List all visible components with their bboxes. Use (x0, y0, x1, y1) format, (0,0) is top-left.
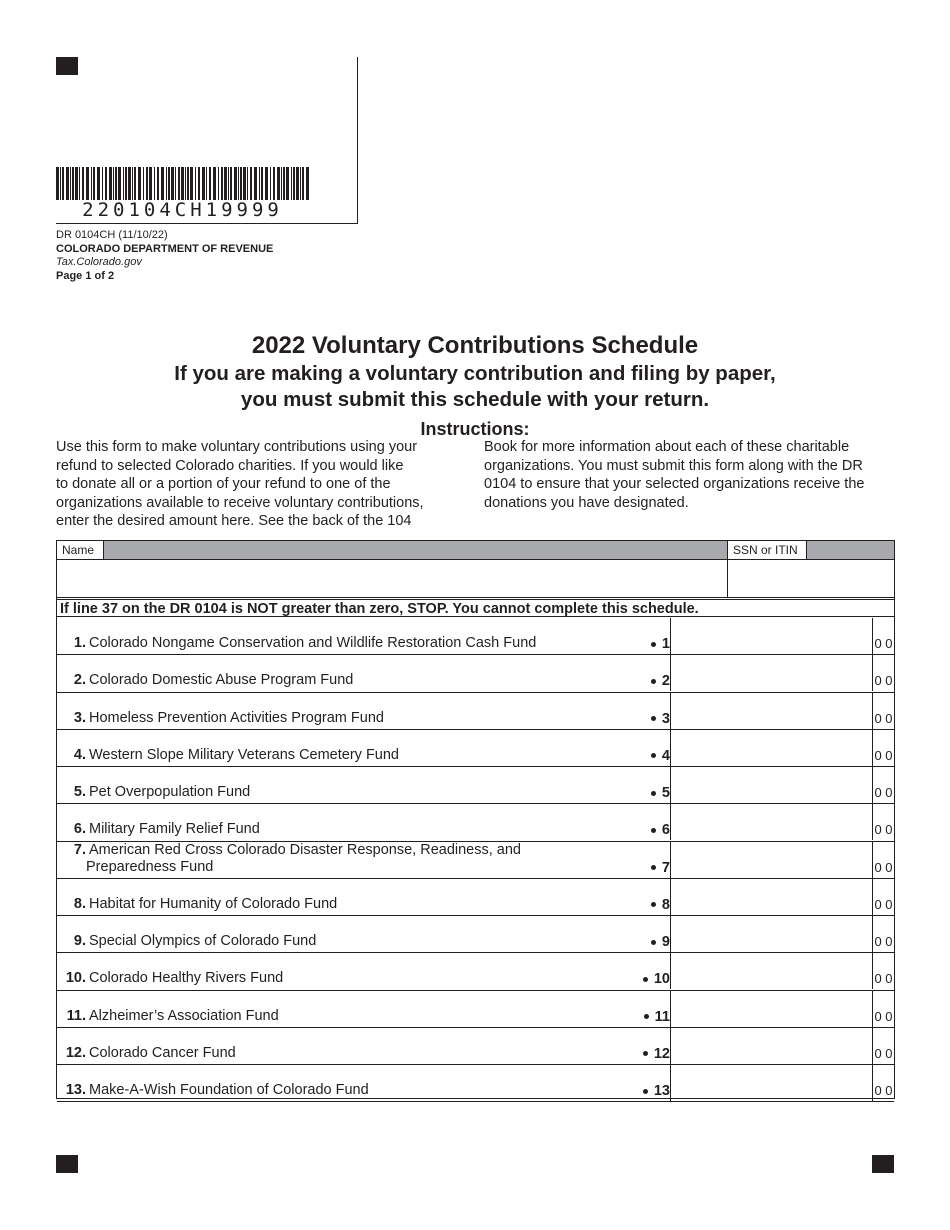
line-number: 8. (73, 895, 86, 912)
amount-input[interactable] (671, 1028, 871, 1064)
barcode-bar (187, 167, 189, 200)
barcode-bar (300, 167, 301, 200)
amount-input[interactable] (671, 730, 871, 766)
cents-field: 0 0 (872, 916, 894, 952)
barcode-bar (146, 167, 148, 200)
header-divider-vertical (357, 57, 358, 224)
barcode-bar (283, 167, 285, 200)
line-reference: 3 (635, 711, 670, 728)
barcode-bar (291, 167, 292, 200)
line-text-continued: Preparedness Fund (86, 858, 214, 875)
barcode-bar (115, 167, 117, 200)
barcode-bar (202, 167, 205, 200)
line-text: Pet Overpopulation Fund (89, 784, 251, 800)
line-reference: 9 (635, 934, 670, 951)
amount-input[interactable] (671, 916, 871, 952)
barcode-bar (190, 167, 193, 200)
line-number: 9. (73, 933, 86, 949)
line-reference: 8 (635, 897, 670, 914)
barcode-bar (230, 167, 232, 200)
contribution-line-13 (57, 1065, 894, 1102)
line-number: 10. (65, 970, 86, 987)
line-number: 7. (73, 841, 86, 858)
barcode-bar (157, 167, 159, 200)
barcode-bar (238, 167, 239, 200)
line-text: Colorado Healthy Rivers Fund (89, 970, 284, 987)
barcode-bar (254, 167, 257, 200)
line-reference: 5 (635, 785, 670, 802)
instructions-left-line: enter the desired amount here. See the back of the 104 (56, 513, 412, 529)
barcode-bar (79, 167, 80, 200)
line-number: 11. (66, 1007, 86, 1024)
barcode-bar (296, 167, 299, 200)
contribution-line-12 (57, 1028, 894, 1065)
registration-mark-bottom-left (56, 1155, 78, 1173)
page-number: Page 1 of 2 (56, 269, 115, 282)
barcode-bar (109, 167, 112, 200)
barcode-number: 220104CH19999 (82, 199, 283, 221)
contribution-line-2 (57, 655, 894, 692)
barcode-bar (134, 167, 136, 200)
contribution-line-10 (57, 953, 894, 990)
line-label (57, 1045, 236, 1062)
barcode-bar (178, 167, 180, 200)
bullet-icon (651, 902, 656, 907)
barcode-bar (240, 167, 242, 200)
line-label (57, 970, 283, 987)
bullet-icon (643, 1051, 648, 1056)
barcode-bar (234, 167, 237, 200)
contribution-line-5 (57, 767, 894, 804)
contribution-line-1 (57, 618, 894, 655)
barcode-bar (166, 167, 167, 200)
line-reference: 10 (635, 971, 670, 988)
barcode-bar (60, 167, 61, 200)
instructions-left-line: Use this form to make voluntary contributions using your (56, 439, 418, 455)
barcode-bar (286, 167, 289, 200)
amount-input[interactable] (671, 618, 871, 654)
bullet-icon (651, 716, 656, 721)
barcode-bar (218, 167, 219, 200)
line-text: Military Family Relief Fund (89, 821, 260, 838)
line-label (57, 710, 384, 727)
barcode-bar (118, 167, 121, 200)
contribution-line-11 (57, 991, 894, 1028)
instructions-right-line: donations you have designated. (484, 494, 689, 511)
instructions-left-line: to donate all or a portion of your refund to one of the (56, 476, 391, 492)
line-label (57, 1082, 369, 1099)
barcode-bar (259, 167, 260, 200)
contribution-line-7 (57, 842, 894, 879)
barcode-bar (221, 167, 223, 200)
page-subtitle (0, 361, 950, 413)
barcode-bar (128, 167, 131, 200)
cents-field: 0 0 (872, 693, 894, 729)
line-text: Colorado Nongame Conservation and Wildlife Restoration Cash Fund (89, 635, 537, 651)
barcode-bar (161, 167, 164, 200)
instructions-left-column (56, 438, 456, 531)
bullet-icon (651, 791, 656, 796)
line-reference: 7 (635, 860, 670, 877)
barcode-bar (228, 167, 229, 200)
cents-field: 0 0 (872, 842, 894, 878)
barcode-bar (123, 167, 124, 200)
barcode-bar (293, 167, 295, 200)
bullet-icon (643, 1089, 648, 1094)
barcode-bar (154, 167, 155, 200)
form-meta (56, 229, 273, 283)
instructions-right-column (484, 438, 894, 512)
cents-field: 0 0 (872, 618, 894, 654)
instructions-right-line: Book for more information about each of these charitable (484, 439, 850, 455)
amount-input[interactable] (671, 991, 871, 1027)
barcode-bar (70, 167, 71, 200)
contribution-form (56, 540, 895, 1099)
line-text: Make-A-Wish Foundation of Colorado Fund (89, 1082, 369, 1098)
barcode-bar (102, 167, 103, 200)
barcode-bar (306, 167, 309, 200)
cents-field: 0 0 (872, 953, 894, 989)
line-reference: 2 (635, 673, 670, 690)
contribution-line-9 (57, 916, 894, 953)
bullet-icon (651, 753, 656, 758)
barcode-bar (265, 167, 268, 200)
cents-field: 0 0 (872, 730, 894, 766)
cents-field: 0 0 (872, 655, 894, 691)
cents-field: 0 0 (872, 1028, 894, 1064)
line-text: Special Olympics of Colorado Fund (89, 933, 317, 949)
barcode-bar (195, 167, 196, 200)
barcode-bar (277, 167, 280, 200)
bullet-icon (651, 642, 656, 647)
barcode-bar (209, 167, 211, 200)
barcode (56, 167, 309, 200)
line-label (57, 933, 316, 950)
barcode-bar (72, 167, 74, 200)
line-label (57, 635, 536, 652)
barcode-bar (250, 167, 252, 200)
line-number: 4. (73, 746, 86, 763)
barcode-bar (56, 167, 59, 200)
line-reference: 12 (635, 1046, 670, 1063)
line-text: Homeless Prevention Activities Program Fund (89, 709, 384, 726)
ssn-label: SSN or ITIN (727, 541, 807, 559)
line-number: 6. (73, 821, 86, 838)
amount-input[interactable] (671, 693, 871, 729)
bullet-icon (651, 940, 656, 945)
amount-input[interactable] (671, 842, 871, 878)
line-label (57, 842, 521, 876)
barcode-bar (247, 167, 248, 200)
instructions-heading: Instructions: (420, 419, 530, 439)
bullet-icon (651, 679, 656, 684)
barcode-bar (273, 167, 275, 200)
website: Tax.Colorado.gov (56, 256, 142, 268)
barcode-bar (86, 167, 89, 200)
line-text: Colorado Cancer Fund (89, 1044, 236, 1061)
line-text: Western Slope Military Veterans Cemetery Fund (89, 746, 400, 763)
line-text: Colorado Domestic Abuse Program Fund (89, 672, 354, 689)
amount-input[interactable] (671, 879, 871, 915)
contribution-line-4 (57, 730, 894, 767)
amount-input[interactable] (671, 953, 871, 989)
amount-input[interactable] (671, 804, 871, 840)
barcode-bar (224, 167, 227, 200)
barcode-bar (198, 167, 200, 200)
contribution-line-6 (57, 804, 894, 841)
line-reference: 1 (635, 636, 670, 653)
registration-mark-bottom-right (872, 1155, 894, 1173)
line-reference: 11 (635, 1009, 670, 1026)
registration-mark-top-left (56, 57, 78, 75)
barcode-bar (206, 167, 207, 200)
line-number: 5. (73, 784, 86, 800)
subtitle-line-1: If you are making a voluntary contribution and filing by paper, (174, 362, 776, 385)
cents-field: 0 0 (872, 767, 894, 803)
barcode-bar (281, 167, 282, 200)
barcode-bar (171, 167, 174, 200)
ssn-input-divider (727, 560, 728, 597)
barcode-bar (75, 167, 78, 200)
line-label (57, 747, 399, 764)
bullet-icon (651, 865, 656, 870)
line-reference: 4 (635, 748, 670, 765)
barcode-bar (113, 167, 114, 200)
amount-input[interactable] (671, 767, 871, 803)
barcode-bar (168, 167, 170, 200)
barcode-bar (93, 167, 95, 200)
cents-field: 0 0 (872, 804, 894, 840)
line-label (57, 784, 250, 801)
instructions-left-line: organizations available to receive voluntary contributions, (56, 494, 424, 511)
barcode-bar (132, 167, 133, 200)
bullet-icon (644, 1014, 649, 1019)
instructions-left-line: refund to selected Colorado charities. If you would like (56, 457, 404, 474)
barcode-bar (149, 167, 152, 200)
line-text: American Red Cross Colorado Disaster Response, Readiness, and (89, 841, 521, 858)
header-divider-horizontal (56, 223, 358, 224)
line-reference: 13 (635, 1083, 670, 1100)
instructions-right-line: organizations. You must submit this form along with the DR (484, 457, 863, 474)
line-text: Habitat for Humanity of Colorado Fund (89, 895, 338, 912)
barcode-bar (261, 167, 263, 200)
line-label (57, 896, 337, 913)
barcode-bar (181, 167, 184, 200)
barcode-bar (82, 167, 84, 200)
line-label (57, 821, 260, 838)
line-text: Alzheimer’s Association Fund (89, 1007, 279, 1024)
instructions-right-line: 0104 to ensure that your selected organizations receive the (484, 476, 865, 492)
bullet-icon (651, 828, 656, 833)
name-label: Name (57, 541, 104, 559)
barcode-bar (143, 167, 144, 200)
page-title: 2022 Voluntary Contributions Schedule (251, 332, 699, 359)
cents-field: 0 0 (872, 991, 894, 1027)
barcode-bar (91, 167, 92, 200)
contribution-line-8 (57, 879, 894, 916)
line-number: 13. (65, 1082, 86, 1098)
barcode-bar (175, 167, 176, 200)
barcode-bar (138, 167, 141, 200)
line-reference: 6 (635, 822, 670, 839)
barcode-bar (125, 167, 127, 200)
barcode-bar (62, 167, 64, 200)
line-number: 12. (65, 1044, 86, 1061)
barcode-bar (243, 167, 246, 200)
barcode-bar (213, 167, 216, 200)
contribution-line-3 (57, 693, 894, 730)
amount-input[interactable] (671, 655, 871, 691)
amount-input[interactable] (671, 1065, 871, 1101)
form-id: DR 0104CH (11/10/22) (56, 229, 168, 241)
line-number: 1. (73, 635, 86, 651)
barcode-bar (97, 167, 100, 200)
cents-field: 0 0 (872, 879, 894, 915)
cents-field: 0 0 (872, 1065, 894, 1101)
barcode-bar (270, 167, 271, 200)
name-input-area[interactable] (57, 560, 894, 598)
department-name: COLORADO DEPARTMENT OF REVENUE (56, 242, 274, 255)
barcode-bar (185, 167, 186, 200)
barcode-bar (302, 167, 304, 200)
subtitle-line-2: you must submit this schedule with your return. (240, 388, 710, 411)
line-number: 2. (73, 672, 86, 689)
line-label (57, 672, 353, 689)
line-number: 3. (73, 709, 86, 726)
barcode-bar (66, 167, 69, 200)
stop-notice: If line 37 on the DR 0104 is NOT greater than zero, STOP. You cannot complete this schedule. (57, 599, 894, 617)
bullet-icon (643, 977, 648, 982)
barcode-bar (105, 167, 107, 200)
line-label (57, 1008, 279, 1025)
